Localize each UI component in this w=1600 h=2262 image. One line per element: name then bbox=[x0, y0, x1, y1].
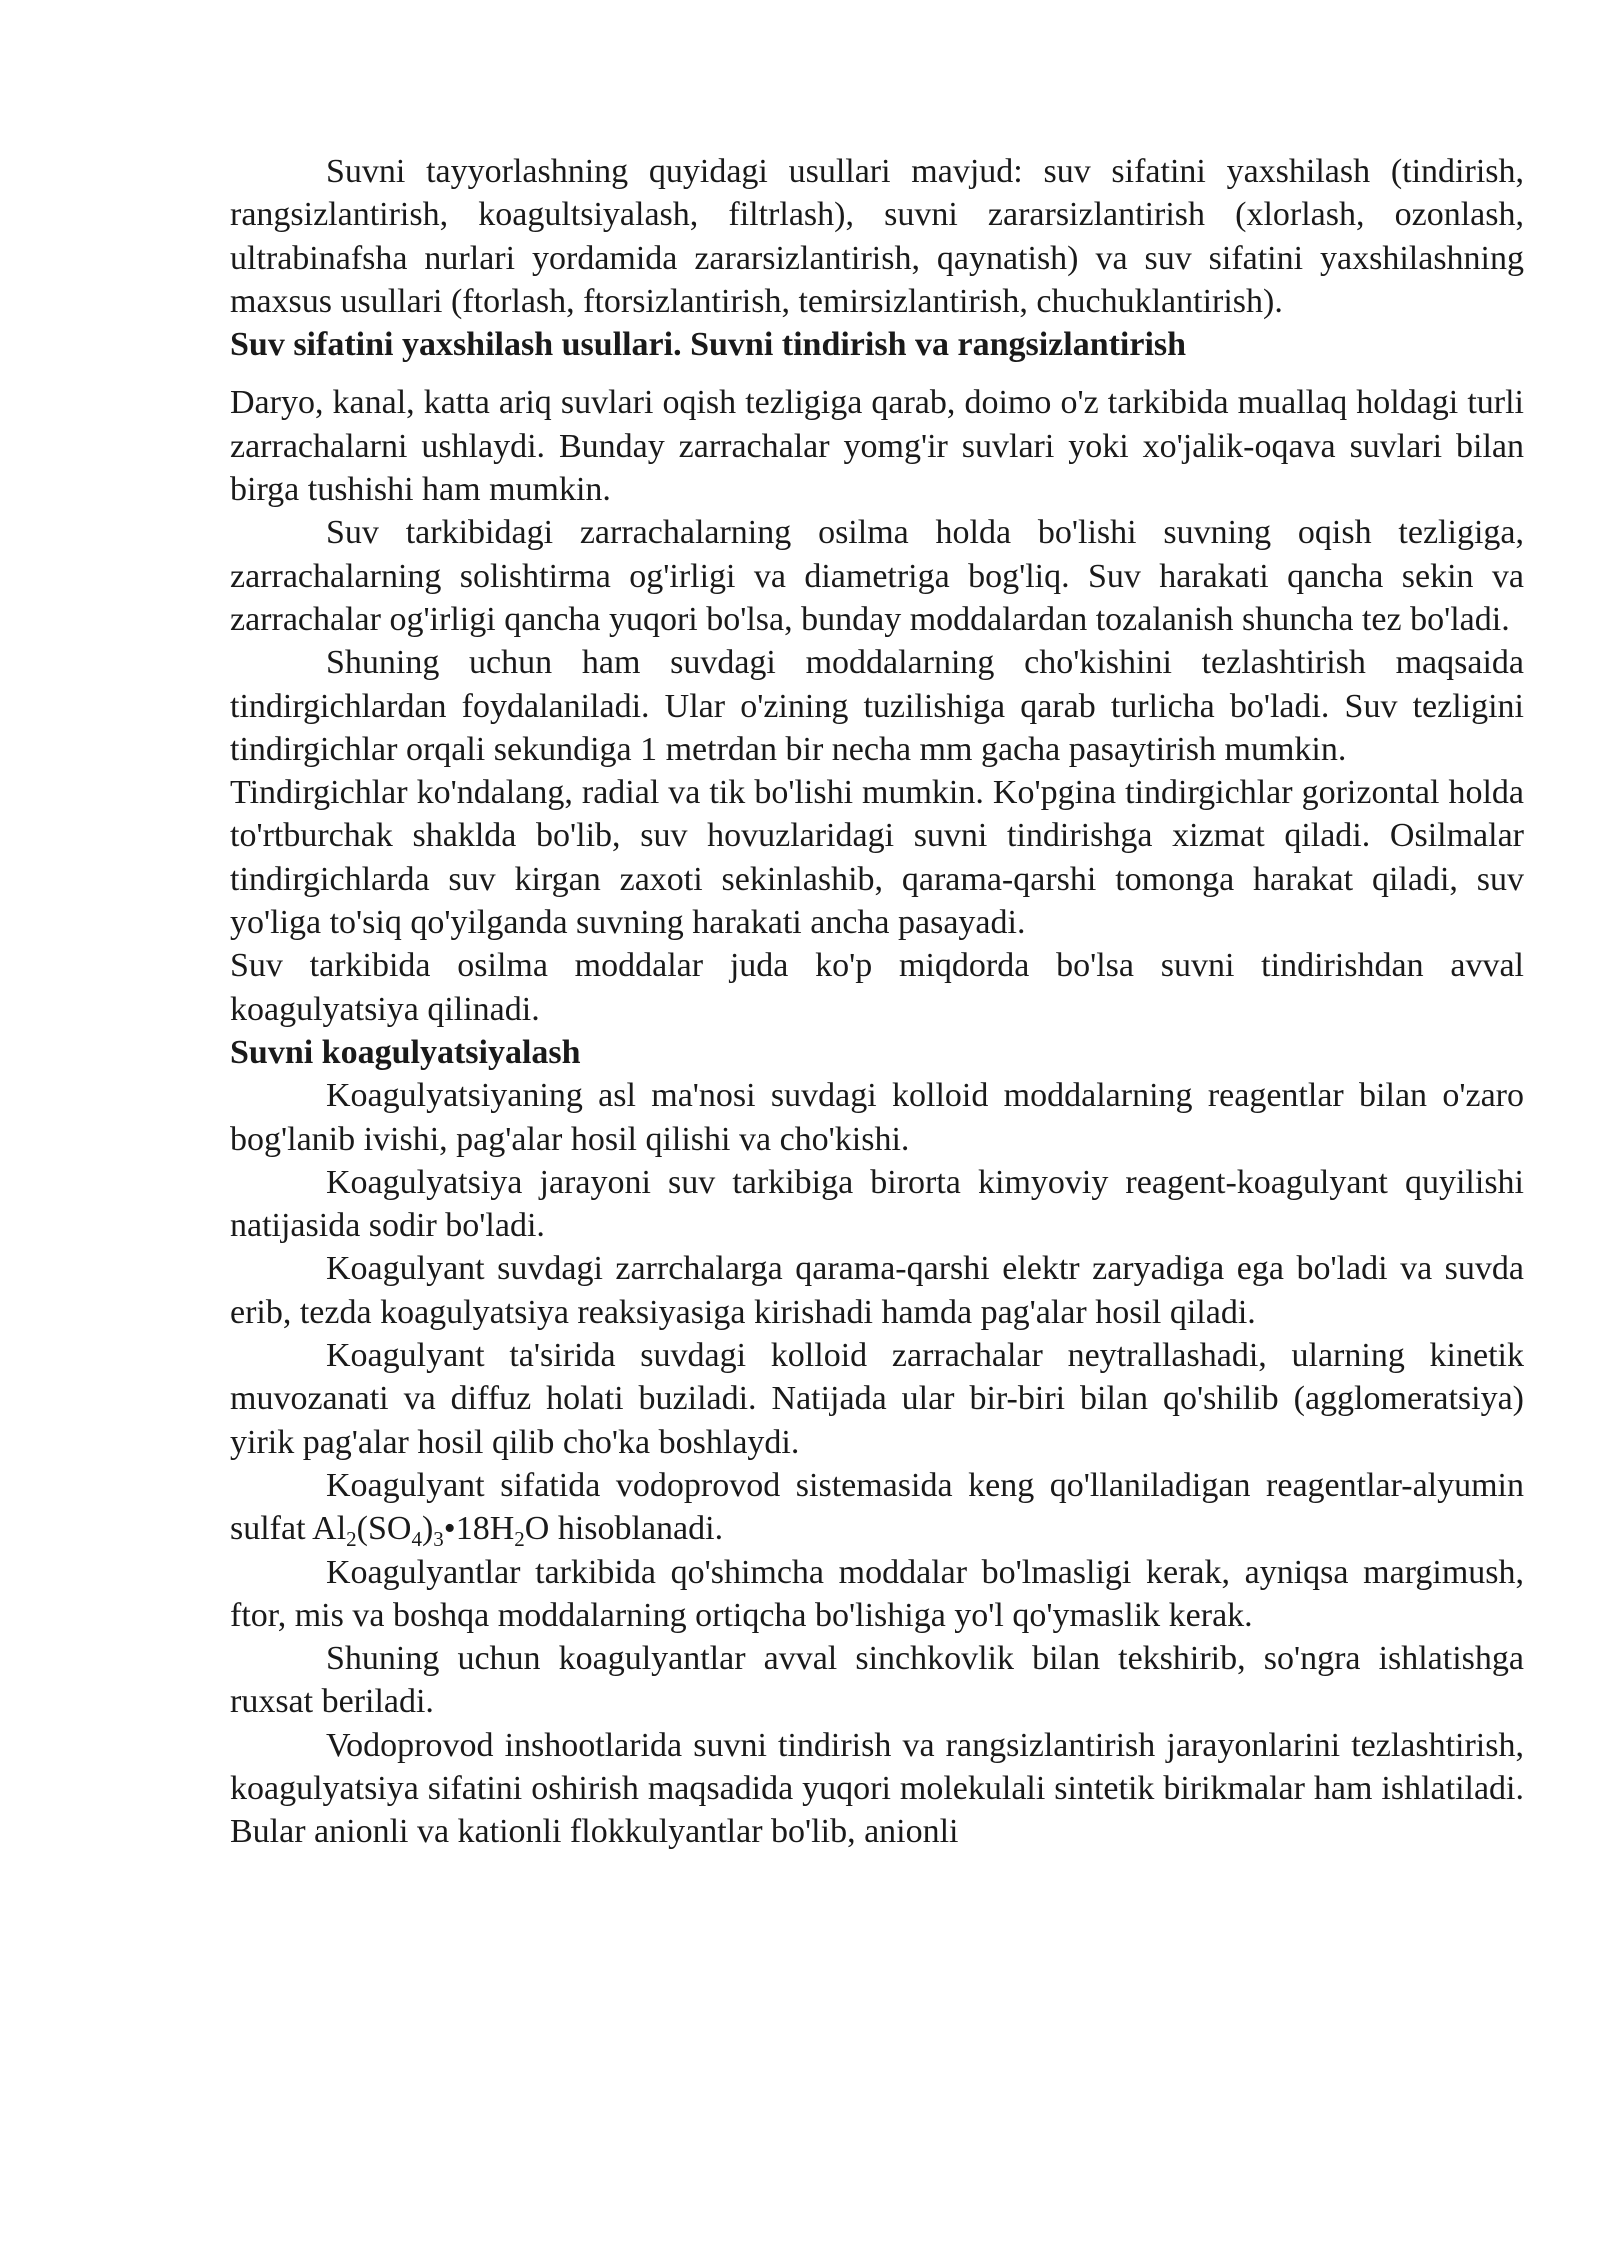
paragraph-neutralization: Koagulyant ta'sirida suvdagi kolloid zarrachalar neytrallashadi, ularning kinetik muvozanati va diffuz holati buziladi. Natijada ular bir-biri bilan qo'shilib (agglomeratsiya) yirik pag'alar hosil qilib cho'ka boshlaydi. bbox=[230, 1337, 1524, 1461]
paragraph-coagulant-testing: Shuning uchun koagulyantlar avval sinchkovlik bilan tekshirib, so'ngra ishlatishga ruxsat beriladi. bbox=[230, 1640, 1524, 1721]
formula-subscript: 4 bbox=[411, 1527, 422, 1552]
paragraph-flocculants: Vodoprovod inshootlarida suvni tindirish va rangsizlantirish jarayonlarini tezlashtirish, koagulyatsiya sifatini oshirish maqsadida yuqori molekulali sintetik birikmalar ham ishlatiladi. Bular anionli va kationli flokkulyantlar bo'lib, anionli bbox=[230, 1726, 1524, 1851]
paragraph-coagulant-purity: Koagulyantlar tarkibida qo'shimcha moddalar bo'lmasligi kerak, ayniqsa margimush, ftor, mis va boshqa moddalarning ortiqcha bo'lishiga yo'l qo'ymaslik kerak. bbox=[230, 1553, 1524, 1634]
formula-text: •18H bbox=[443, 1510, 515, 1548]
formula-text-after: O hisoblanadi. bbox=[524, 1510, 724, 1548]
paragraph-coagulation-process: Koagulyatsiya jarayoni suv tarkibiga birorta kimyoviy reagent-koagulyant quyilishi natijasida sodir bo'ladi. bbox=[230, 1163, 1524, 1245]
document-page bbox=[230, 150, 1524, 1854]
formula-text: (SO bbox=[356, 1510, 412, 1548]
paragraph-suspended-particles: Suv tarkibidagi zarrachalarning osilma holda bo'lishi suvning oqish tezligiga, zarrachalarning solishtirma og'irligi va diametriga bog'liq. Suv harakati qancha sekin va zarrachalar og'irligi qancha yuqori bo'lsa, bunday moddalardan tozalanish shuncha tez bo'ladi. bbox=[230, 514, 1524, 638]
paragraph-river-water: Daryo, kanal, katta ariq suvlari oqish tezligiga qarab, doimo o'z tarkibida muallaq holdagi turli zarrachalarni ushlaydi. Bunday zarrachalar yomg'ir suvlari yoki xo'jalik-oqava suvlari bilan birga tushishi ham mumkin. bbox=[230, 384, 1524, 509]
formula-text-before: Koagulyant sifatida vodoprovod sistemasida keng qo'llaniladigan reagentlar-alyumin sulfat Al bbox=[230, 1466, 1524, 1548]
paragraph-coagulation-meaning: Koagulyatsiyaning asl ma'nosi suvdagi kolloid moddalarning reagentlar bilan o'zaro bog'lanib ivishi, pag'alar hosil qilishi va cho'kishi. bbox=[230, 1077, 1524, 1158]
formula-subscript: 2 bbox=[346, 1527, 357, 1552]
paragraph-coagulant-charge: Koagulyant suvdagi zarrchalarga qarama-qarshi elektr zaryadiga ega bo'ladi va suvda erib, tezda koagulyatsiya reaksiyasiga kirishadi hamda pag'alar hosil qiladi. bbox=[230, 1250, 1524, 1331]
paragraph-settling-tank-types: Tindirgichlar ko'ndalang, radial va tik bo'lishi mumkin. Ko'pgina tindirgichlar gorizontal holda to'rtburchak shaklda bo'lib, suv hovuzlaridagi suvni tindirishga xizmat qiladi. Osilmalar tindirgichlarda suv kirgan zaxoti sekinlashib, qarama-qarshi tomonga harakat qiladi, suv yo'liga to'siq qo'yilganda suvning harakati ancha pasayadi. bbox=[230, 774, 1524, 942]
section-heading-water-quality: Suv sifatini yaxshilash usullari. Suvni tindirish va rangsizlantirish bbox=[230, 326, 1187, 364]
paragraph-aluminum-sulfate bbox=[230, 1464, 1524, 1551]
formula-text: ) bbox=[421, 1510, 434, 1548]
paragraph-settling-tanks-use: Shuning uchun ham suvdagi moddalarning cho'kishini tezlashtirish maqsaida tindirgichlardan foydalaniladi. Ular o'zining tuzilishiga qarab turlicha bo'ladi. Suv tezligini tindirgichlar orqali sekundiga 1 metrdan bir necha mm gacha pasaytirish mumkin. bbox=[230, 644, 1524, 768]
formula-subscript: 3 bbox=[433, 1527, 444, 1552]
formula-subscript: 2 bbox=[514, 1527, 525, 1552]
section-heading-coagulation: Suvni koagulyatsiyalash bbox=[230, 1033, 581, 1071]
paragraph-intro: Suvni tayyorlashning quyidagi usullari mavjud: suv sifatini yaxshilash (tindirish, rangsizlantirish, koagultsiyalash, filtrlash), suvni zararsizlantirish (xlorlash, ozonlash, ultrabinafsha nurlari yordamida zararsizlantirish, qaynatish) va suv sifatini yaxshilashning maxsus usullari (ftorlash, ftorsizlantirish, temirsizlantirish, chuchuklantirish). bbox=[230, 153, 1524, 320]
paragraph-coagulation-before: Suv tarkibida osilma moddalar juda ko'p miqdorda bo'lsa suvni tindirishdan avval koagulyatsiya qilinadi. bbox=[230, 947, 1524, 1028]
